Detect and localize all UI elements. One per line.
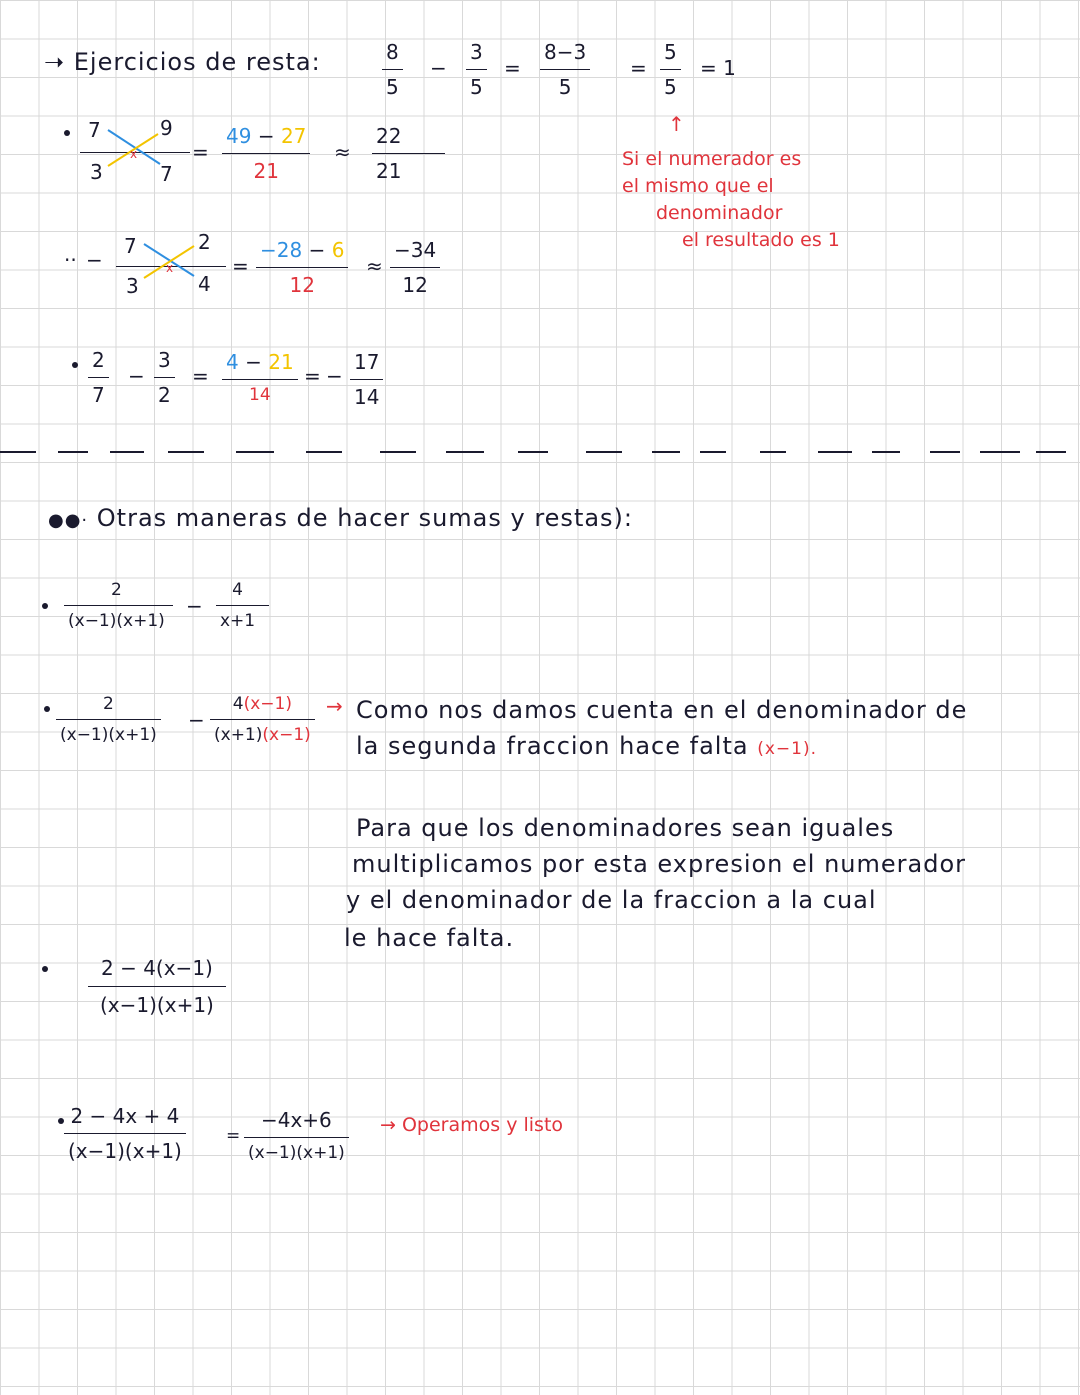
- fraction-numerator: 2 − 4(x−1): [101, 956, 213, 980]
- equals-sign: =: [630, 56, 647, 80]
- fraction-bar: [154, 377, 175, 378]
- cross-top-left: 7: [124, 234, 137, 258]
- fraction-bar: [88, 986, 226, 987]
- fraction-numerator: 8: [386, 40, 399, 64]
- fraction-denominator: 5: [558, 75, 572, 99]
- heading-text: Ejercicios de resta:: [73, 48, 321, 76]
- red-note-line-4: el resultado es 1: [682, 229, 840, 251]
- bullet-dot: [64, 130, 70, 136]
- step2-note-line-2: [356, 732, 817, 760]
- bullet-arrow-icon: ➝: [44, 48, 66, 76]
- fraction-denominator: 12: [289, 273, 315, 297]
- fraction-denominator: 5: [386, 75, 399, 99]
- fraction-numerator: 2: [110, 580, 122, 600]
- fraction-denominator: 7: [92, 383, 105, 407]
- cross-bottom-left: 3: [126, 274, 139, 298]
- fraction-bar: [256, 267, 348, 268]
- fraction-bar: [56, 719, 161, 720]
- fraction-denominator: (x−1)(x+1): [248, 1143, 345, 1163]
- denominator-added-factor: (x−1): [262, 725, 311, 745]
- ex1-result-fraction: [222, 124, 310, 183]
- step3-fraction: [96, 956, 218, 1017]
- fraction-bar: [350, 379, 383, 380]
- ex3-result-fraction: [222, 350, 298, 405]
- step2-fraction-1: [56, 694, 161, 745]
- fraction-numerator: 4: [232, 580, 243, 600]
- numerator-added-factor: (x−1): [243, 694, 292, 714]
- step2-fraction-2: [210, 694, 315, 745]
- paragraph-line-1: Para que los denominadores sean iguales: [356, 814, 895, 842]
- fraction-denominator: (x−1)(x+1): [60, 725, 157, 745]
- fraction-denominator: (x−1)(x+1): [68, 611, 165, 631]
- minus-sign: −: [86, 248, 103, 272]
- fraction-denominator: 5: [470, 75, 483, 99]
- fraction-bar: [466, 69, 487, 70]
- fraction-denominator: (x−1)(x+1): [68, 1139, 182, 1163]
- fraction-bar: [372, 153, 445, 154]
- red-note-line-1: Si el numerador es: [622, 148, 802, 170]
- arrow-right-icon: →: [326, 694, 343, 718]
- step4-fraction-1: [64, 1104, 186, 1163]
- minus-sign: −: [188, 708, 205, 732]
- minus-sign: −: [326, 364, 343, 388]
- fraction-bar: [64, 605, 173, 606]
- note-text: la segunda fraccion hace falta: [356, 732, 749, 760]
- fraction-numerator: 3: [470, 40, 483, 64]
- step4-fraction-2: [244, 1108, 349, 1163]
- denominator-factor: (x+1): [214, 725, 263, 745]
- fraction-bar: [222, 379, 298, 380]
- equals-sign: =: [192, 364, 209, 388]
- paragraph-line-3: y el denominador de la fraccion a la cual: [346, 886, 877, 914]
- fraction-denominator: 14: [354, 385, 380, 409]
- cross-multiply-icon: [100, 120, 170, 180]
- minus-sign: −: [430, 56, 447, 80]
- fraction-denominator: 5: [664, 75, 677, 99]
- cross-bottom-right: 4: [198, 272, 211, 296]
- fraction-bar: [244, 1137, 349, 1138]
- example-fraction-2: [466, 40, 487, 99]
- minus-sign: −: [245, 350, 262, 374]
- product-blue: 49: [226, 124, 252, 148]
- fraction-numerator: 2: [92, 348, 105, 372]
- cross-top-right: 2: [198, 230, 211, 254]
- fraction-denominator: 14: [249, 385, 271, 405]
- heading: [44, 48, 321, 76]
- fraction-numerator: 2 − 4x + 4: [70, 1104, 180, 1128]
- section2-text: Otras maneras de hacer sumas y restas):: [96, 504, 634, 532]
- fraction-denominator: x+1: [220, 611, 256, 631]
- example-result: = 1: [700, 56, 736, 80]
- fraction-numerator: 22: [376, 124, 402, 148]
- example-fraction-4: [660, 40, 681, 99]
- fraction-bar: [390, 267, 440, 268]
- product-yellow: 21: [268, 350, 294, 374]
- bullet-dot: [42, 603, 48, 609]
- paragraph-line-2: multiplicamos por esta expresion el numerador: [352, 850, 967, 878]
- bullet-dot: [44, 706, 50, 712]
- fraction-numerator: −34: [394, 238, 437, 262]
- bullet-dot: [72, 362, 78, 368]
- equals-sign: =: [232, 254, 249, 278]
- ex2-final-fraction: [390, 238, 440, 297]
- fraction-bar: [660, 69, 681, 70]
- cross-bottom-left: 3: [90, 160, 103, 184]
- product-blue: −28: [260, 238, 303, 262]
- cross-mark: x: [166, 261, 174, 275]
- bullet-dot: [42, 966, 48, 972]
- paragraph-line-4: le hace falta.: [344, 924, 515, 952]
- fraction-numerator: 17: [354, 350, 380, 374]
- arrow-up-icon: ↑: [668, 112, 685, 136]
- numerator-coefficient: 4: [232, 694, 244, 714]
- fraction-bar: [210, 719, 315, 720]
- ex2-result-fraction: [256, 238, 348, 297]
- step4-note-text: Operamos y listo: [401, 1114, 564, 1136]
- bullet-dots: ··: [64, 248, 77, 272]
- cross-mark: x: [130, 147, 138, 161]
- minus-sign: −: [186, 594, 203, 618]
- ex3-fraction-b: [154, 348, 175, 407]
- step4-note: [380, 1114, 563, 1136]
- fraction-bar: [88, 377, 109, 378]
- product-blue: 4: [226, 350, 239, 374]
- approx-sign: ≈: [366, 254, 383, 278]
- fraction-bar: [540, 69, 590, 70]
- cross-top-left: 7: [88, 118, 101, 142]
- fraction-numerator: 3: [158, 348, 171, 372]
- fraction-denominator: 2: [158, 383, 171, 407]
- product-yellow: 6: [331, 238, 345, 262]
- cross-top-right: 9: [160, 116, 173, 140]
- example-fraction-3: [540, 40, 590, 99]
- step1-fraction-2: [216, 580, 259, 631]
- fraction-denominator: 21: [376, 159, 402, 183]
- cross-bottom-right: 7: [160, 162, 173, 186]
- minus-sign: −: [128, 364, 145, 388]
- arrow-right-icon: →: [380, 1114, 396, 1136]
- step1-fraction-1: [64, 580, 169, 631]
- fraction-denominator: 12: [402, 273, 428, 297]
- fraction-bar: [216, 605, 269, 606]
- fraction-denominator: (x−1)(x+1): [100, 993, 214, 1017]
- fraction-numerator: 2: [102, 694, 114, 714]
- approx-sign: ≈: [334, 140, 351, 164]
- step2-note-line-1: Como nos damos cuenta en el denominador de: [356, 696, 968, 724]
- fraction-numerator: 8−3: [544, 40, 587, 64]
- minus-sign: −: [257, 124, 275, 148]
- minus-sign: −: [308, 238, 326, 262]
- fraction-bar: [64, 1133, 186, 1134]
- section2-heading: [48, 504, 633, 532]
- bullet-dots: ●●·: [48, 510, 89, 531]
- example-fraction-1: [382, 40, 403, 99]
- ex1-final-fraction: [372, 124, 405, 183]
- product-yellow: 27: [280, 124, 307, 148]
- fraction-bar: [222, 153, 310, 154]
- fraction-bar: [382, 69, 403, 70]
- fraction-numerator: −4x+6: [260, 1108, 332, 1132]
- red-note-line-3: denominador: [656, 202, 783, 224]
- red-note-line-2: el mismo que el: [622, 175, 774, 197]
- equals-sign: =: [504, 56, 521, 80]
- equals-sign: =: [192, 140, 209, 164]
- ex3-final-fraction: [350, 350, 383, 409]
- equals-sign: =: [226, 1126, 241, 1146]
- fraction-denominator: 21: [253, 159, 279, 183]
- ex3-fraction-a: [88, 348, 109, 407]
- cross-multiply-icon: [136, 234, 206, 290]
- fraction-numerator: 5: [664, 40, 677, 64]
- note-missing-factor: (x−1).: [757, 739, 817, 759]
- equals-sign: =: [304, 364, 321, 388]
